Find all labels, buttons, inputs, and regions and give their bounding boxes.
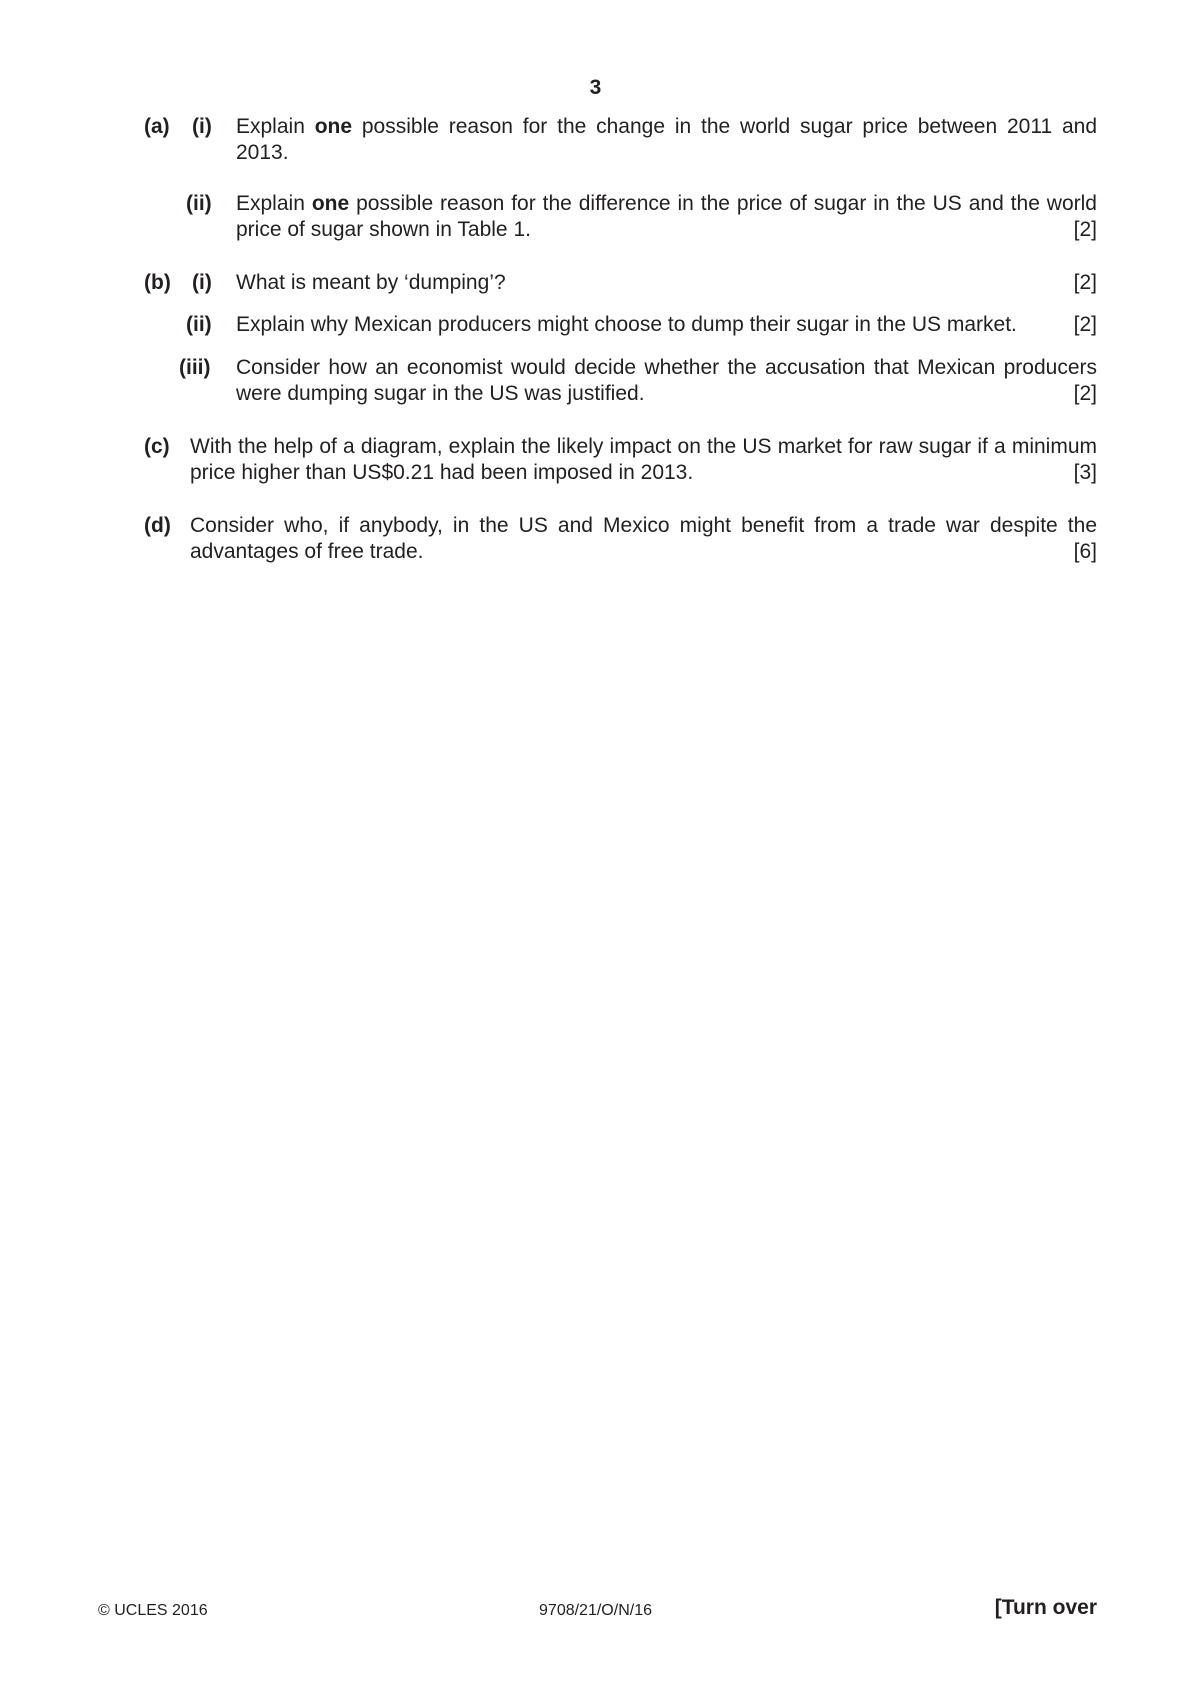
mark-d: [6] xyxy=(1073,540,1097,563)
footer-copyright: © UCLES 2016 xyxy=(98,1602,208,1619)
sub-label-b-ii: (ii) xyxy=(186,313,212,336)
sub-label-b-iii: (iii) xyxy=(179,356,211,379)
part-label-d: (d) xyxy=(144,514,171,537)
footer-paper-code: 9708/21/O/N/16 xyxy=(539,1602,652,1619)
question-text-a-i: Explain one possible reason for the change in the world sugar price between 2011 and 2013. xyxy=(236,115,1097,164)
part-label-c: (c) xyxy=(144,435,170,458)
question-text-c: With the help of a diagram, explain the likely impact on the US market for raw sugar if a minimum price higher than US$0.21 had been imposed in 2013. [3] xyxy=(190,435,1097,484)
question-text-b-i: What is meant by ‘dumping’? [2] xyxy=(236,271,1097,294)
part-label-a: (a) xyxy=(144,115,170,138)
mark-b-ii: [2] xyxy=(1073,313,1097,336)
mark-c: [3] xyxy=(1073,461,1097,484)
question-text-a-ii: Explain one possible reason for the difference in the price of sugar in the US and the world price of sugar shown in Table 1. [2] xyxy=(236,192,1097,241)
mark-a-ii: [2] xyxy=(1073,218,1097,241)
question-text-b-ii: Explain why Mexican producers might choose to dump their sugar in the US market. [2] xyxy=(236,313,1097,336)
question-text-d: Consider who, if anybody, in the US and Mexico might benefit from a trade war despite the advantages of free trade. [6] xyxy=(190,514,1097,563)
question-text-b-iii: Consider how an economist would decide whether the accusation that Mexican producers were dumping sugar in the US was justified. [2] xyxy=(236,356,1097,405)
sub-label-a-i: (i) xyxy=(192,115,212,138)
sub-label-b-i: (i) xyxy=(192,271,212,294)
footer-turn-over: [Turn over xyxy=(994,1596,1097,1619)
mark-b-iii: [2] xyxy=(1073,382,1097,405)
mark-b-i: [2] xyxy=(1073,271,1097,294)
page-number: 3 xyxy=(589,76,602,99)
part-label-b: (b) xyxy=(144,271,171,294)
sub-label-a-ii: (ii) xyxy=(186,192,212,215)
